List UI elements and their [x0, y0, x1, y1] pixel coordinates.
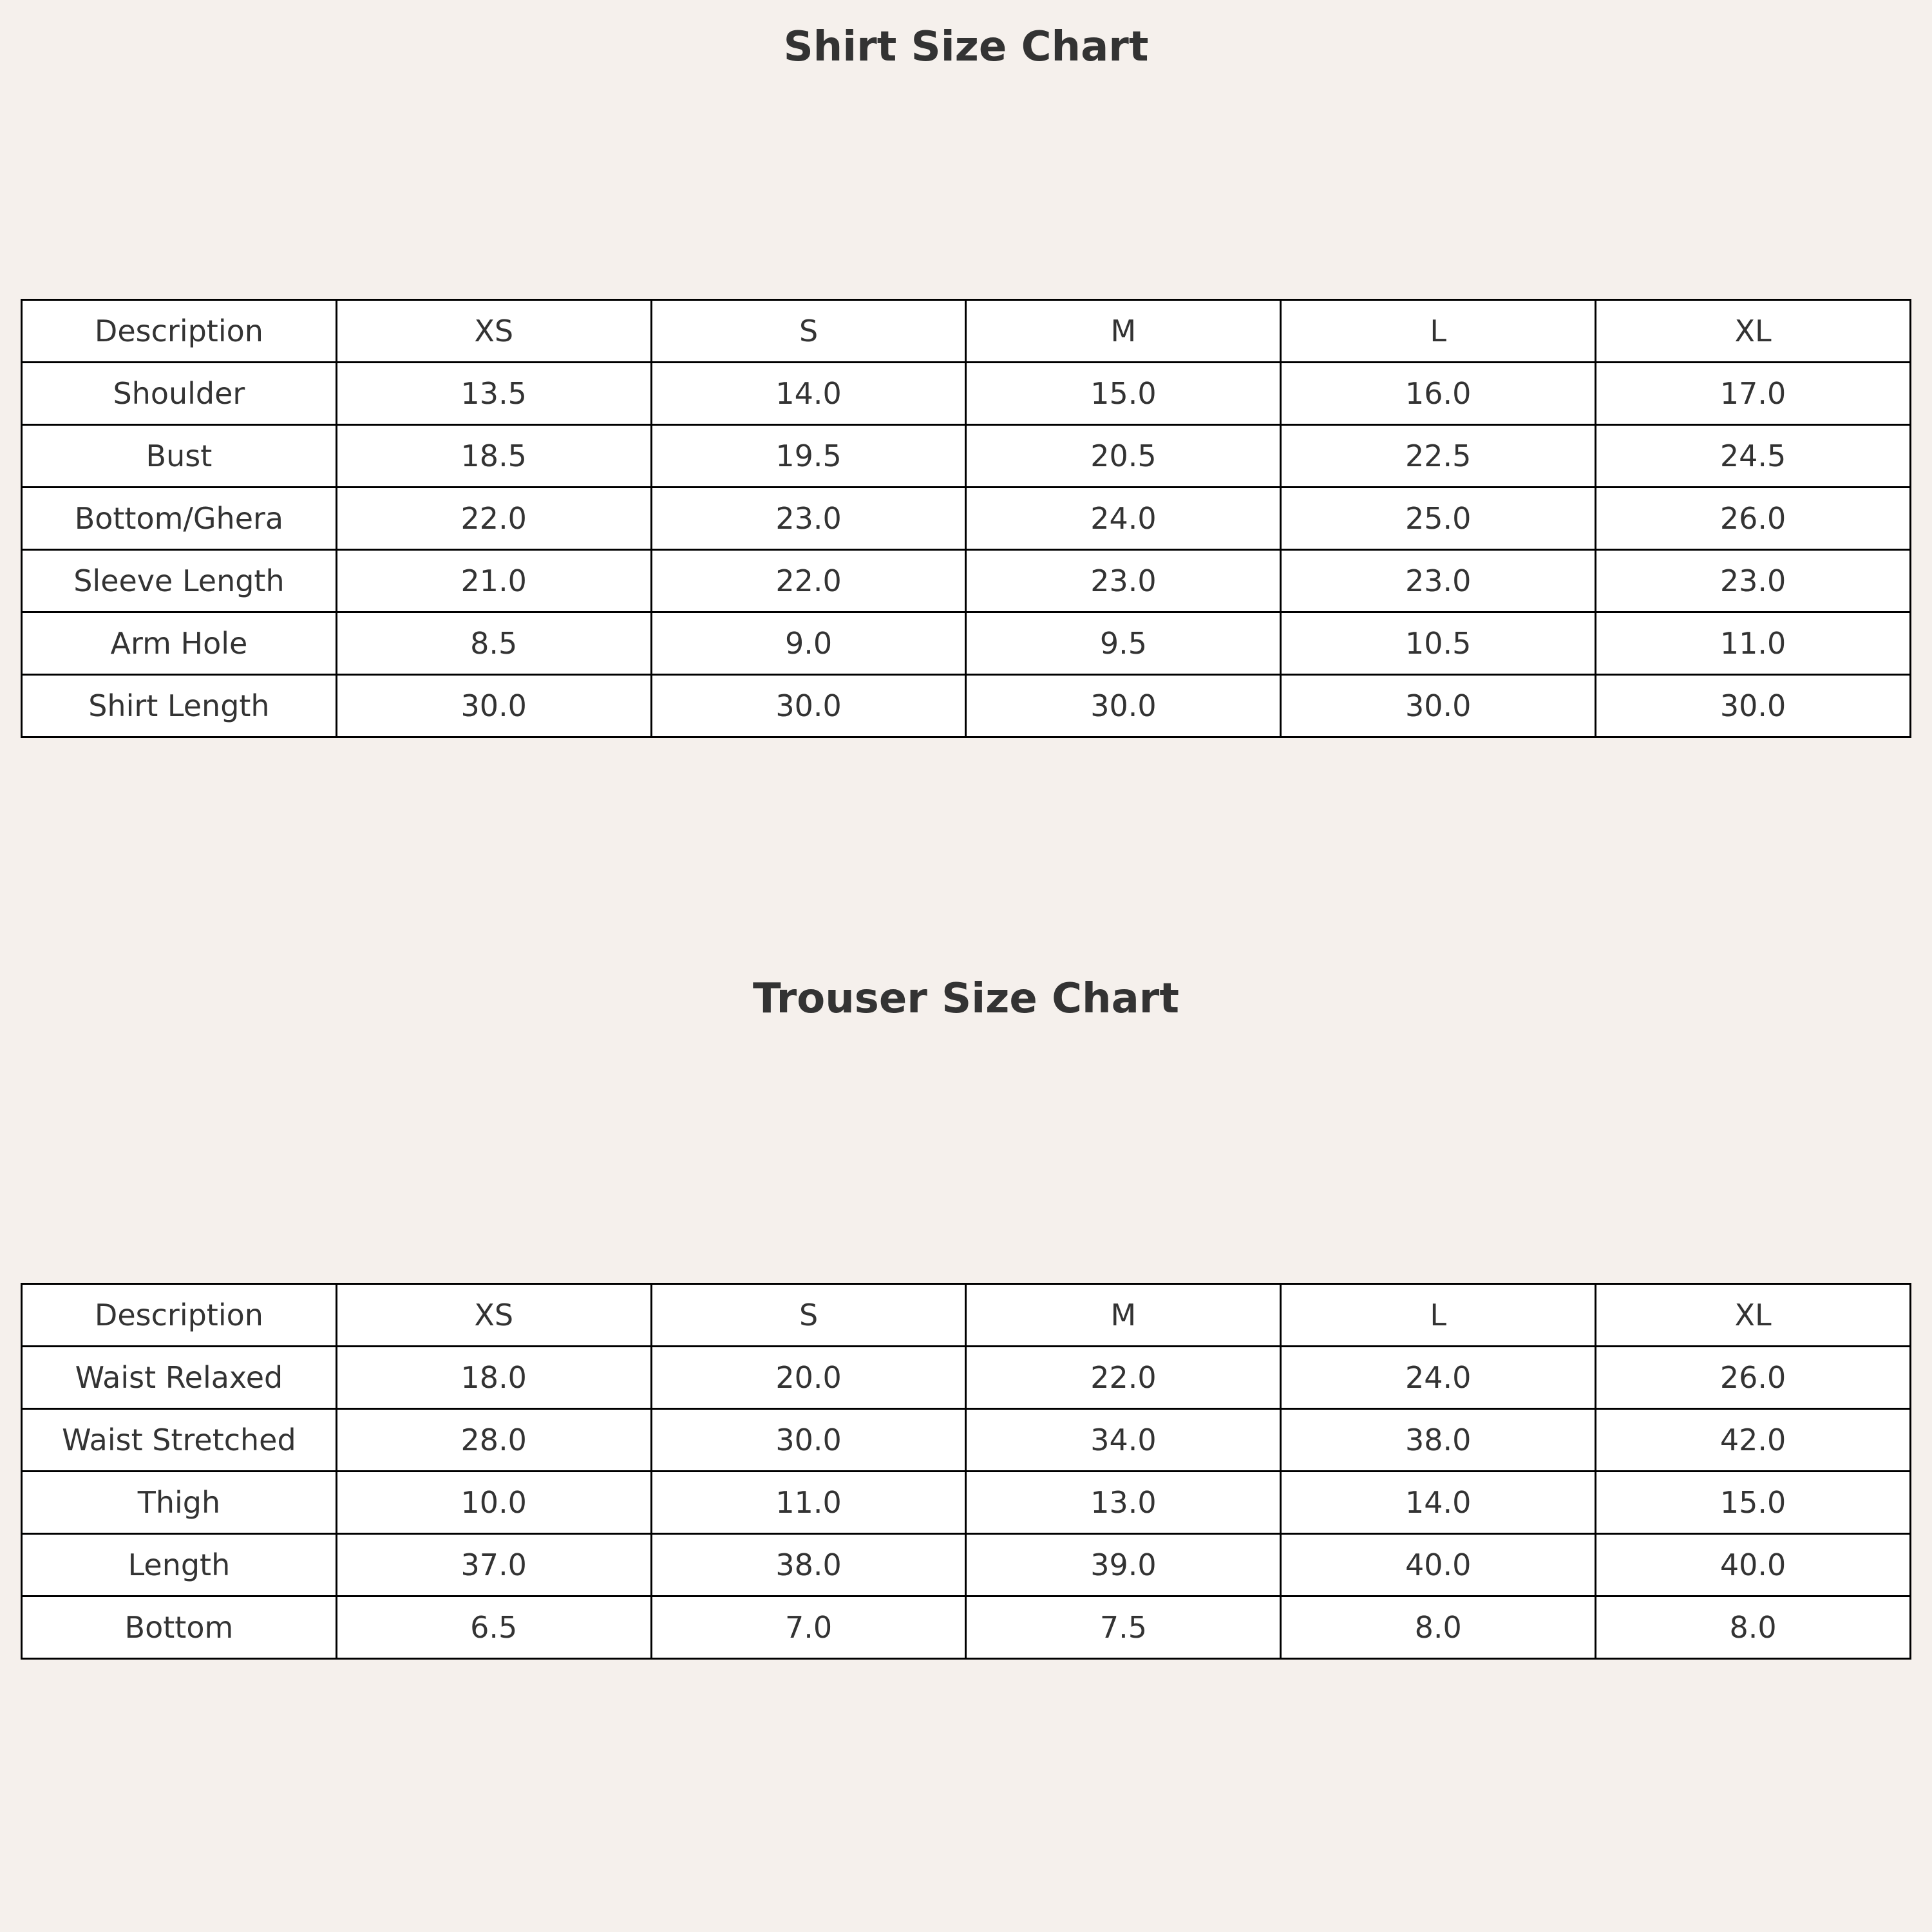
shirt-table-cell: 9.5 [966, 612, 1281, 675]
trouser-table-row [22, 1534, 1911, 1596]
shirt-table-cell: 30.0 [651, 675, 966, 737]
shirt-table-cell: 10.5 [1281, 612, 1596, 675]
trouser-header-row [22, 1284, 1911, 1347]
shirt-row-label: Sleeve Length [22, 550, 337, 612]
trouser-row-label: Waist Relaxed [22, 1347, 337, 1409]
shirt-table-cell: 26.0 [1596, 488, 1911, 550]
trouser-chart-title: Trouser Size Chart [753, 975, 1179, 1023]
trouser-table-cell: 18.0 [336, 1347, 651, 1409]
shirt-table-cell: 21.0 [336, 550, 651, 612]
shirt-table-cell: 22.0 [651, 550, 966, 612]
trouser-column-header: XL [1596, 1284, 1911, 1347]
trouser-column-header: XS [336, 1284, 651, 1347]
trouser-row-label: Length [22, 1534, 337, 1596]
trouser-table-cell: 28.0 [336, 1409, 651, 1472]
trouser-table-cell: 11.0 [651, 1472, 966, 1534]
trouser-table-cell: 7.5 [966, 1596, 1281, 1659]
shirt-table-cell: 17.0 [1596, 363, 1911, 425]
shirt-row-label: Bust [22, 425, 337, 488]
shirt-table-cell: 8.5 [336, 612, 651, 675]
trouser-table-cell: 30.0 [651, 1409, 966, 1472]
trouser-column-header: L [1281, 1284, 1596, 1347]
trouser-table-row [22, 1596, 1911, 1659]
shirt-table-cell: 9.0 [651, 612, 966, 675]
shirt-table-cell: 23.0 [1596, 550, 1911, 612]
trouser-table-cell: 39.0 [966, 1534, 1281, 1596]
trouser-column-header: Description [22, 1284, 337, 1347]
shirt-table-cell: 23.0 [966, 550, 1281, 612]
shirt-table-cell: 13.5 [336, 363, 651, 425]
shirt-table-cell: 20.5 [966, 425, 1281, 488]
shirt-row-label: Arm Hole [22, 612, 337, 675]
trouser-table-cell: 42.0 [1596, 1409, 1911, 1472]
shirt-column-header: L [1281, 300, 1596, 363]
shirt-row-label: Shirt Length [22, 675, 337, 737]
trouser-row-label: Thigh [22, 1472, 337, 1534]
shirt-table-cell: 14.0 [651, 363, 966, 425]
trouser-table-row [22, 1409, 1911, 1472]
shirt-table-cell: 30.0 [336, 675, 651, 737]
trouser-table-cell: 34.0 [966, 1409, 1281, 1472]
shirt-table-cell: 30.0 [966, 675, 1281, 737]
shirt-table-row [22, 488, 1911, 550]
trouser-table-cell: 13.0 [966, 1472, 1281, 1534]
shirt-size-table [21, 299, 1911, 738]
shirt-column-header: S [651, 300, 966, 363]
trouser-table-cell: 10.0 [336, 1472, 651, 1534]
shirt-column-header: Description [22, 300, 337, 363]
shirt-table-cell: 23.0 [651, 488, 966, 550]
trouser-table-cell: 38.0 [651, 1534, 966, 1596]
trouser-size-table [21, 1283, 1911, 1660]
shirt-column-header: M [966, 300, 1281, 363]
shirt-chart-title: Shirt Size Chart [783, 23, 1149, 71]
trouser-table-cell: 38.0 [1281, 1409, 1596, 1472]
trouser-table-cell: 15.0 [1596, 1472, 1911, 1534]
trouser-table-cell: 7.0 [651, 1596, 966, 1659]
shirt-table-cell: 23.0 [1281, 550, 1596, 612]
shirt-table-cell: 11.0 [1596, 612, 1911, 675]
shirt-table-row [22, 612, 1911, 675]
shirt-row-label: Bottom/Ghera [22, 488, 337, 550]
shirt-table-row [22, 550, 1911, 612]
trouser-table-cell: 6.5 [336, 1596, 651, 1659]
trouser-table-cell: 14.0 [1281, 1472, 1596, 1534]
shirt-table-cell: 19.5 [651, 425, 966, 488]
shirt-table-cell: 16.0 [1281, 363, 1596, 425]
shirt-table-row [22, 363, 1911, 425]
trouser-table-cell: 24.0 [1281, 1347, 1596, 1409]
shirt-table-cell: 24.5 [1596, 425, 1911, 488]
shirt-column-header: XL [1596, 300, 1911, 363]
trouser-row-label: Waist Stretched [22, 1409, 337, 1472]
trouser-column-header: S [651, 1284, 966, 1347]
trouser-table-cell: 22.0 [966, 1347, 1281, 1409]
trouser-table-row [22, 1347, 1911, 1409]
shirt-table-cell: 22.0 [336, 488, 651, 550]
shirt-header-row [22, 300, 1911, 363]
shirt-column-header: XS [336, 300, 651, 363]
trouser-table-row [22, 1472, 1911, 1534]
shirt-table-cell: 18.5 [336, 425, 651, 488]
trouser-table-cell: 26.0 [1596, 1347, 1911, 1409]
shirt-table-row [22, 675, 1911, 737]
trouser-table-cell: 40.0 [1281, 1534, 1596, 1596]
trouser-row-label: Bottom [22, 1596, 337, 1659]
trouser-table-cell: 8.0 [1281, 1596, 1596, 1659]
shirt-table-cell: 22.5 [1281, 425, 1596, 488]
trouser-column-header: M [966, 1284, 1281, 1347]
trouser-table-cell: 40.0 [1596, 1534, 1911, 1596]
shirt-table-cell: 15.0 [966, 363, 1281, 425]
trouser-table-cell: 8.0 [1596, 1596, 1911, 1659]
shirt-table-row [22, 425, 1911, 488]
shirt-table-cell: 30.0 [1596, 675, 1911, 737]
trouser-table-cell: 37.0 [336, 1534, 651, 1596]
trouser-table-cell: 20.0 [651, 1347, 966, 1409]
shirt-row-label: Shoulder [22, 363, 337, 425]
shirt-table-cell: 25.0 [1281, 488, 1596, 550]
shirt-table-cell: 24.0 [966, 488, 1281, 550]
shirt-table-cell: 30.0 [1281, 675, 1596, 737]
